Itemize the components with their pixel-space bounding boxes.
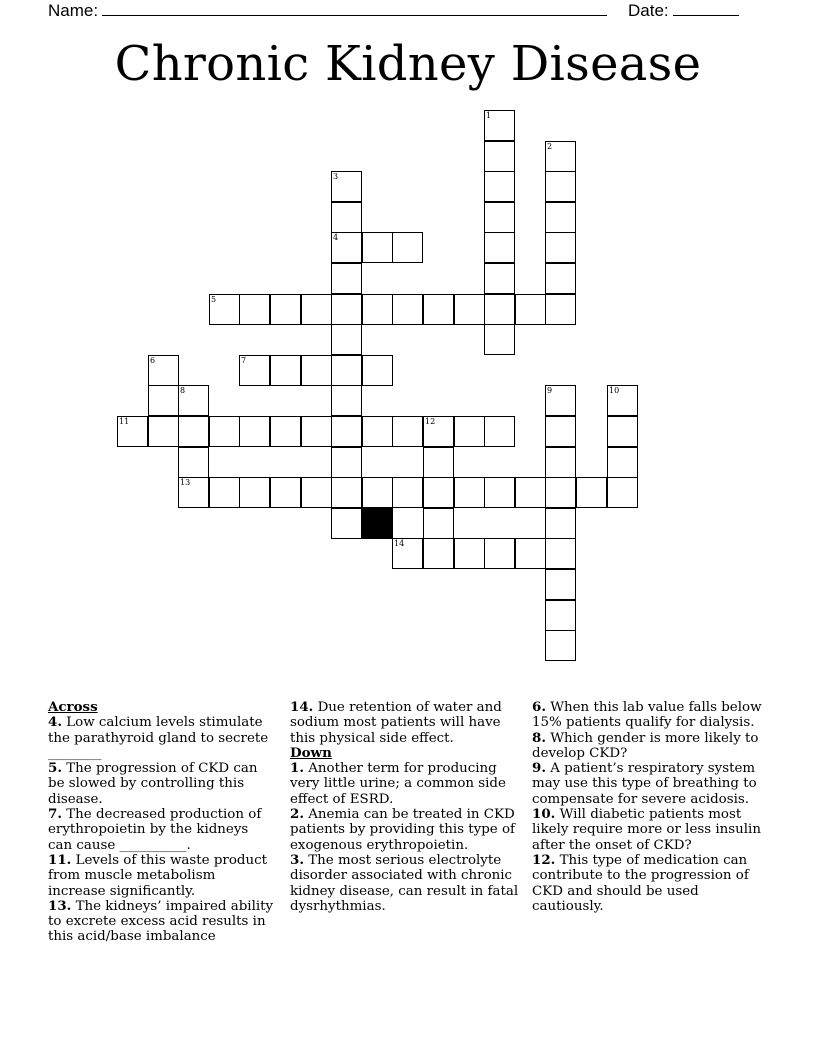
crossword-cell[interactable] <box>148 416 179 447</box>
clue-text: When this lab value falls below 15% patients qualify for dialysis. <box>532 700 762 731</box>
clue-number-label: 8 <box>180 386 186 395</box>
crossword-cell[interactable] <box>178 447 209 478</box>
clue-text: A patient’s respiratory system may use this type of breathing to compensate for severe acidosis. <box>532 761 757 807</box>
crossword-cell[interactable] <box>148 385 179 416</box>
crossword-cell[interactable] <box>178 477 209 508</box>
clue-down-12 <box>532 853 772 914</box>
clue-across-5 <box>48 761 276 807</box>
crossword-cell[interactable] <box>239 294 270 325</box>
date-label: Date: <box>628 1 669 20</box>
black-cell <box>362 508 393 539</box>
clue-number: 5. <box>48 760 62 777</box>
crossword-cell[interactable] <box>270 477 301 508</box>
crossword-cell[interactable] <box>270 294 301 325</box>
crossword-cell[interactable] <box>484 538 515 569</box>
across-heading: Across <box>48 699 98 715</box>
crossword-cell[interactable] <box>331 294 362 325</box>
crossword-cell[interactable] <box>392 294 423 325</box>
crossword-cell[interactable] <box>331 202 362 233</box>
crossword-cell[interactable] <box>178 416 209 447</box>
crossword-cell[interactable] <box>239 416 270 447</box>
crossword-cell[interactable] <box>301 477 332 508</box>
clue-down-1 <box>290 761 520 807</box>
crossword-cell[interactable] <box>209 416 240 447</box>
name-label: Name: <box>48 1 99 20</box>
clue-number-label: 6 <box>150 356 156 365</box>
crossword-cell[interactable] <box>545 263 576 294</box>
clue-number: 4. <box>48 714 62 731</box>
clue-down-6 <box>532 700 772 731</box>
clue-text: Levels of this waste product from muscle metabolism increase significantly. <box>48 852 267 899</box>
crossword-cell[interactable] <box>515 294 546 325</box>
crossword-cell[interactable] <box>545 202 576 233</box>
crossword-cell[interactable] <box>423 477 454 508</box>
clue-number-label: 10 <box>609 386 620 395</box>
crossword-cell[interactable] <box>545 569 576 600</box>
crossword-cell[interactable] <box>515 477 546 508</box>
crossword-cell[interactable] <box>545 232 576 263</box>
clue-number: 14. <box>290 699 314 715</box>
down-heading: Down <box>290 744 332 761</box>
clue-text: The decreased production of erythropoietin by the kidneys can cause __________. <box>48 807 262 853</box>
crossword-cell[interactable] <box>362 294 393 325</box>
crossword-cell[interactable] <box>545 385 576 416</box>
crossword-cell[interactable] <box>392 232 423 263</box>
clue-number-label: 5 <box>211 295 217 304</box>
crossword-cell[interactable] <box>484 294 515 325</box>
crossword-cell[interactable] <box>270 355 301 386</box>
crossword-cell[interactable] <box>362 232 393 263</box>
crossword-cell[interactable] <box>301 416 332 447</box>
crossword-cell[interactable] <box>209 294 240 325</box>
clue-number: 6. <box>532 699 546 715</box>
clue-text: Anemia can be treated in CKD patients by providing this type of exogenous erythropoietin. <box>290 807 515 853</box>
crossword-cell[interactable] <box>270 416 301 447</box>
crossword-cell[interactable] <box>331 171 362 202</box>
crossword-cell[interactable] <box>148 355 179 386</box>
crossword-cell[interactable] <box>484 141 515 172</box>
clue-text: Low calcium levels stimulate the parathyroid gland to secrete ________ <box>48 715 269 761</box>
clue-text: Which gender is more likely to develop CKD? <box>532 730 759 761</box>
crossword-cell[interactable] <box>484 232 515 263</box>
crossword-cell[interactable] <box>454 416 485 447</box>
page-title: Chronic Kidney Disease <box>114 36 702 92</box>
clue-number: 2. <box>290 806 304 823</box>
crossword-cell[interactable] <box>331 416 362 447</box>
clue-text: The most serious electrolyte disorder associated with chronic kidney disease, can result in fatal dysrhythmias. <box>290 852 519 914</box>
clue-text: Due retention of water and sodium most patients will have this physical side effect. <box>290 700 502 746</box>
clue-across-4 <box>48 715 276 761</box>
clue-number: 11. <box>48 851 72 868</box>
crossword-cell[interactable] <box>484 202 515 233</box>
crossword-cell[interactable] <box>301 294 332 325</box>
crossword-cell[interactable] <box>331 385 362 416</box>
clue-number: 7. <box>48 806 62 823</box>
clue-down-8 <box>532 731 772 762</box>
clue-number: 1. <box>290 760 304 777</box>
crossword-cell[interactable] <box>454 294 485 325</box>
clue-across-11 <box>48 853 276 899</box>
crossword-cell[interactable] <box>331 324 362 355</box>
crossword-cell[interactable] <box>545 538 576 569</box>
crossword-cell[interactable] <box>423 294 454 325</box>
crossword-cell[interactable] <box>545 447 576 478</box>
clue-down-2 <box>290 807 520 853</box>
crossword-cell[interactable] <box>392 416 423 447</box>
crossword-cell[interactable] <box>331 263 362 294</box>
crossword-cell[interactable] <box>545 477 576 508</box>
crossword-cell[interactable] <box>239 355 270 386</box>
clue-number: 12. <box>532 851 556 868</box>
clue-number-label: 9 <box>547 386 553 395</box>
crossword-cell[interactable] <box>392 538 423 569</box>
crossword-cell[interactable] <box>545 630 576 661</box>
crossword-cell[interactable] <box>576 477 607 508</box>
crossword-cell[interactable] <box>545 294 576 325</box>
crossword-cell[interactable] <box>607 385 638 416</box>
crossword-cell[interactable] <box>239 477 270 508</box>
crossword-cell[interactable] <box>331 355 362 386</box>
crossword-cell[interactable] <box>423 508 454 539</box>
clue-number: 10. <box>532 806 556 823</box>
crossword-cell[interactable] <box>117 416 148 447</box>
clue-number-label: 4 <box>333 233 339 242</box>
crossword-cell[interactable] <box>484 477 515 508</box>
crossword-cell[interactable] <box>607 447 638 478</box>
clue-down-10 <box>532 807 772 853</box>
crossword-cell[interactable] <box>545 416 576 447</box>
crossword-cell[interactable] <box>362 416 393 447</box>
crossword-cell[interactable] <box>607 477 638 508</box>
crossword-cell[interactable] <box>209 477 240 508</box>
clue-number-label: 7 <box>241 356 247 365</box>
crossword-cell[interactable] <box>545 508 576 539</box>
clue-number-label: 11 <box>119 417 130 426</box>
crossword-cell[interactable] <box>545 600 576 631</box>
crossword-cell[interactable] <box>423 447 454 478</box>
clue-text: Will diabetic patients most likely require more or less insulin after the onset of CKD? <box>532 807 761 853</box>
crossword-cell[interactable] <box>301 355 332 386</box>
clue-text: Another term for producing very little urine; a common side effect of ESRD. <box>290 761 506 807</box>
clues-column-1 <box>48 700 276 945</box>
crossword-cell[interactable] <box>362 355 393 386</box>
crossword-cell[interactable] <box>484 263 515 294</box>
clue-number-label: 14 <box>394 539 405 548</box>
clue-number-label: 3 <box>333 172 339 181</box>
crossword-cell[interactable] <box>331 508 362 539</box>
clue-number-label: 13 <box>180 478 191 487</box>
crossword-cell[interactable] <box>423 416 454 447</box>
clues-column-2 <box>290 700 520 914</box>
crossword-cell[interactable] <box>178 385 209 416</box>
clue-number: 13. <box>48 897 72 914</box>
crossword-cell[interactable] <box>484 110 515 141</box>
clue-text: The kidneys’ impaired ability to excrete excess acid results in this acid/base imbalance <box>48 898 274 945</box>
clue-number-label: 1 <box>486 111 492 120</box>
crossword-cell[interactable] <box>454 538 485 569</box>
crossword-cell[interactable] <box>607 416 638 447</box>
crossword-cell[interactable] <box>362 477 393 508</box>
crossword-cell[interactable] <box>545 171 576 202</box>
clue-number-label: 2 <box>547 142 553 151</box>
clue-across-7 <box>48 807 276 853</box>
crossword-cell[interactable] <box>484 416 515 447</box>
clue-text: The progression of CKD can be slowed by controlling this disease. <box>48 761 258 807</box>
clue-number: 8. <box>532 729 546 746</box>
clue-across-13 <box>48 899 276 945</box>
crossword-cell[interactable] <box>331 232 362 263</box>
clue-down-3 <box>290 853 520 914</box>
crossword-cell[interactable] <box>545 141 576 172</box>
clue-number: 3. <box>290 851 304 868</box>
clue-text: This type of medication can contribute to the progression of CKD and should be used cautiously. <box>532 852 749 914</box>
crossword-cell[interactable] <box>331 447 362 478</box>
clue-number-label: 12 <box>425 417 436 426</box>
crossword-cell[interactable] <box>331 477 362 508</box>
clue-down-9 <box>532 761 772 807</box>
crossword-cell[interactable] <box>484 324 515 355</box>
crossword-cell[interactable] <box>423 538 454 569</box>
crossword-cell[interactable] <box>454 477 485 508</box>
clue-across-14 <box>290 700 520 746</box>
clue-number: 9. <box>532 760 546 777</box>
crossword-cell[interactable] <box>515 538 546 569</box>
crossword-cell[interactable] <box>484 171 515 202</box>
clues-column-3 <box>532 700 772 914</box>
crossword-cell[interactable] <box>392 477 423 508</box>
